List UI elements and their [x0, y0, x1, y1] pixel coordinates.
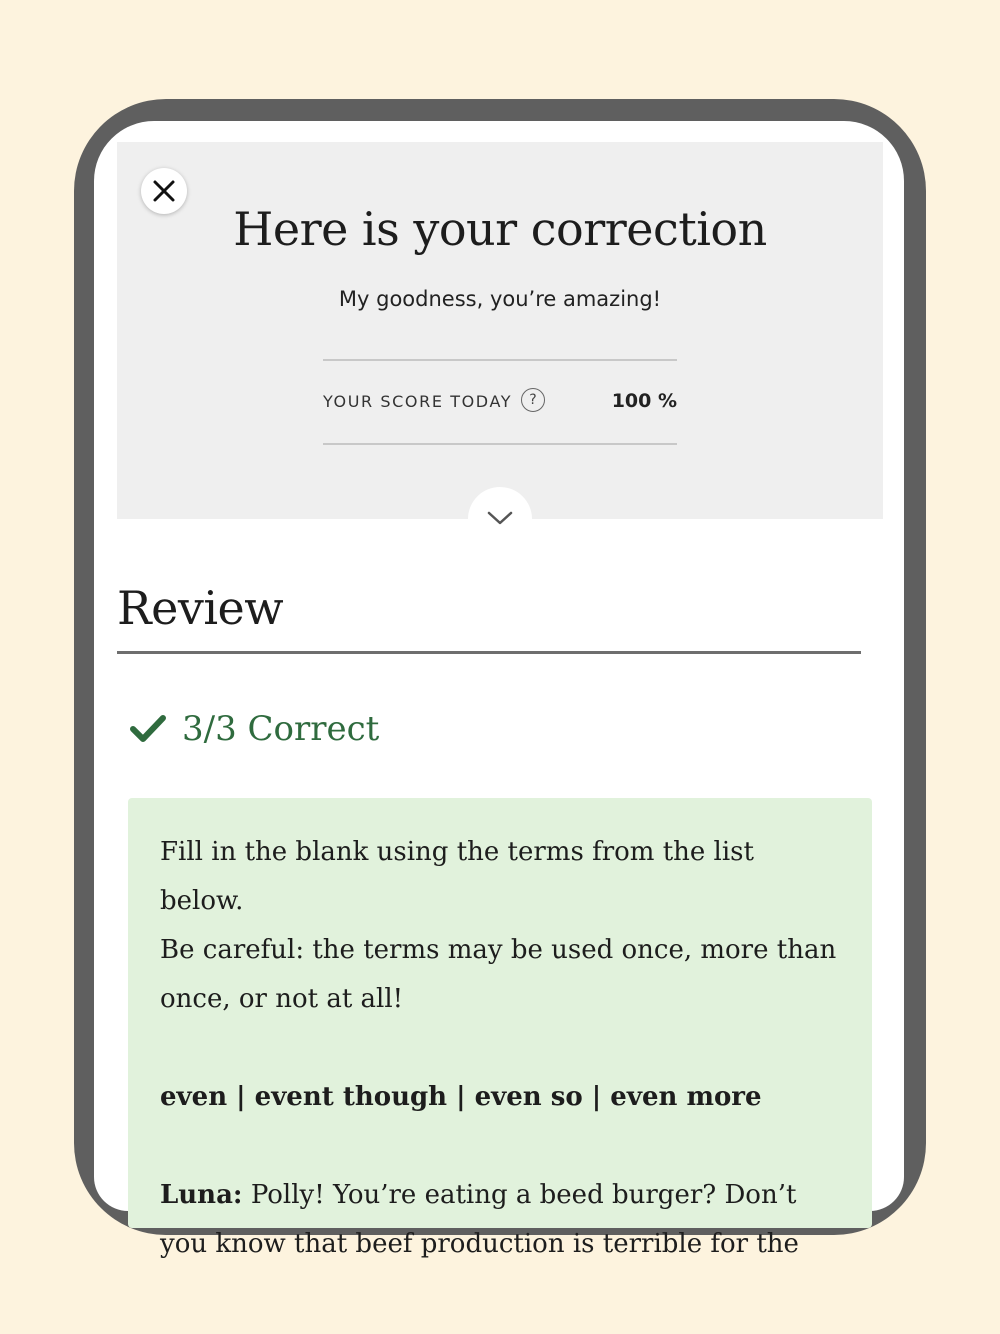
help-icon[interactable]: ?: [521, 388, 545, 412]
score-value: 100 %: [611, 390, 677, 412]
review-divider: [117, 651, 861, 654]
score-row: [323, 359, 677, 445]
score-label: YOUR SCORE TODAY: [323, 392, 513, 411]
dialogue-line: [160, 1171, 840, 1269]
result-text: 3/3 Correct: [182, 709, 380, 749]
dialogue-text: Polly! You’re eating a beed burger? Don’t you know that beef production is terrible for the: [160, 1180, 799, 1259]
instruction-line-1: Fill in the blank using the terms from the list below.: [160, 837, 754, 916]
speaker-name: Luna:: [160, 1180, 243, 1210]
review-heading: Review: [117, 581, 284, 635]
page-title: Here is your correction: [233, 202, 767, 256]
close-icon: [152, 179, 176, 203]
device-frame: [74, 99, 926, 1259]
chevron-down-icon: [487, 510, 513, 526]
expand-button[interactable]: [468, 487, 532, 551]
result-summary: [130, 709, 379, 749]
page-subtitle: My goodness, you’re amazing!: [338, 287, 662, 311]
term-list: even | event though | even so | even more: [160, 1082, 762, 1112]
screen: [94, 121, 904, 1259]
instruction-line-2: Be careful: the terms may be used once, more than once, or not at all!: [160, 935, 837, 1014]
exercise-card: [128, 798, 872, 1259]
check-icon: [130, 714, 166, 744]
correction-header: [117, 142, 883, 519]
